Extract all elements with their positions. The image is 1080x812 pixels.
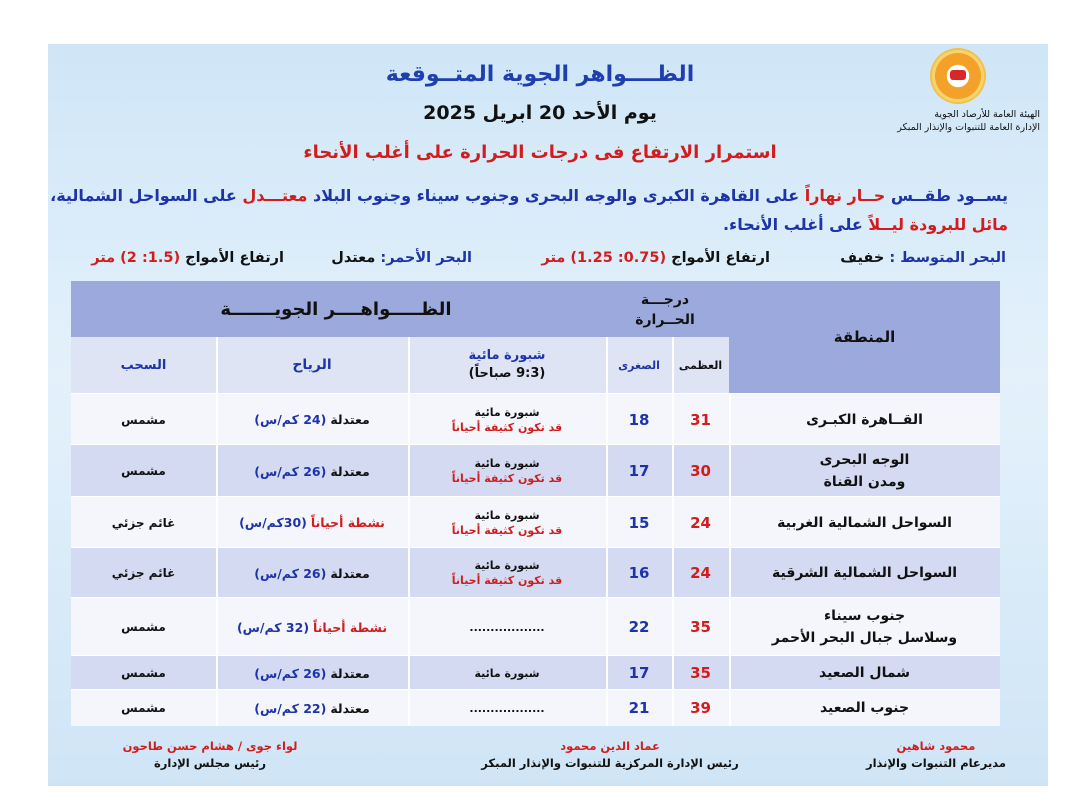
wind-cell bbox=[216, 445, 408, 497]
table-row bbox=[71, 496, 1000, 548]
divider bbox=[729, 598, 731, 656]
intro-part-5: على السواحل الشمالية، bbox=[50, 186, 237, 205]
fog-note: قد تكون كثيفة أحياناً bbox=[451, 472, 563, 485]
region-name: السواحل الشمالية الشرقية bbox=[772, 565, 958, 581]
cloud-cell: مشمس bbox=[121, 412, 166, 427]
temperature-header-1: درجـــة bbox=[640, 292, 690, 308]
max-col-header: العظمى bbox=[678, 358, 723, 372]
divider bbox=[216, 445, 218, 497]
table-row bbox=[71, 655, 1000, 690]
region-name-2: وسلاسل جبال البحر الأحمر bbox=[771, 630, 958, 646]
cloud-cell: مشمس bbox=[121, 701, 166, 715]
divider bbox=[408, 497, 410, 548]
table-row bbox=[71, 689, 1000, 726]
divider bbox=[408, 656, 410, 690]
bulletin-date: يوم الأحد 20 ابريل 2025 bbox=[423, 102, 657, 124]
min-col-header: الصغرى bbox=[618, 358, 660, 372]
intro-part-3: على القاهرة الكبرى والوجه البحرى وجنوب سيناء وجنوب البلاد bbox=[312, 186, 800, 205]
red-sea-state: معتدل bbox=[331, 250, 376, 266]
red-wave-label: ارتفاع الأمواج bbox=[185, 250, 284, 266]
divider bbox=[408, 337, 410, 393]
region-name: شمال الصعيد bbox=[819, 665, 910, 681]
divider bbox=[729, 497, 731, 548]
wind-description: نشطة أحياناً bbox=[310, 515, 385, 530]
wind-speed: (26 كم/س) bbox=[254, 463, 327, 479]
divider bbox=[729, 690, 731, 726]
min-temp: 18 bbox=[628, 410, 650, 429]
wind-speed: (26 كم/س) bbox=[254, 565, 327, 581]
org-line2: الإدارة العامة للتنبوات والإنذار المبكر bbox=[897, 122, 1040, 133]
wind-description: معتدلة bbox=[330, 700, 370, 716]
divider bbox=[729, 445, 731, 497]
wind-description: معتدلة bbox=[330, 412, 370, 427]
organization-name bbox=[897, 108, 1040, 134]
divider bbox=[216, 598, 218, 656]
fog-col-header bbox=[408, 337, 606, 393]
divider bbox=[672, 548, 674, 598]
phenomena-header: الظـــــواهــــر الجويـــــــة bbox=[220, 298, 452, 320]
fog-cell bbox=[408, 497, 606, 548]
fog-cell bbox=[408, 394, 606, 445]
cloud-cell: مشمس bbox=[121, 464, 166, 478]
divider bbox=[672, 337, 674, 393]
min-temp: 17 bbox=[628, 664, 650, 682]
table-row bbox=[71, 547, 1000, 598]
fog-text: شبورة مائية bbox=[474, 559, 540, 572]
max-temp: 30 bbox=[690, 462, 711, 480]
signature-2-name: عماد الدين محمود bbox=[560, 739, 660, 753]
intro-part-1: يســود طقــس bbox=[890, 186, 1008, 205]
region-name: الوجه البحرى bbox=[819, 452, 910, 468]
wind-cell bbox=[216, 656, 408, 690]
signature-3 bbox=[110, 738, 310, 772]
wind-speed: (24 كم/س) bbox=[254, 412, 327, 427]
signature-2-position: رئيس الإدارة المركزية للتنبوات والإنذار المبكر bbox=[481, 756, 739, 770]
region-cell bbox=[729, 690, 1000, 726]
divider bbox=[408, 445, 410, 497]
fog-cell bbox=[408, 690, 606, 726]
min-temp: 17 bbox=[628, 462, 650, 480]
table-row bbox=[71, 444, 1000, 497]
fog-cell bbox=[408, 656, 606, 690]
region-cell bbox=[729, 394, 1000, 445]
fog-text: .................. bbox=[469, 620, 545, 634]
divider bbox=[216, 394, 218, 445]
divider bbox=[216, 548, 218, 598]
divider bbox=[672, 394, 674, 445]
region-name: السواحل الشمالية الغربية bbox=[777, 514, 952, 531]
red-wave-value: (1.5: 2) متر bbox=[91, 250, 181, 266]
region-header: المنطقة bbox=[833, 328, 896, 346]
divider bbox=[408, 598, 410, 656]
region-name: جنوب سيناء bbox=[823, 608, 906, 624]
divider bbox=[672, 497, 674, 548]
wind-cell bbox=[216, 497, 408, 548]
divider bbox=[606, 548, 608, 598]
divider bbox=[672, 445, 674, 497]
intro-part-6: مائل للبرودة ليــلاً bbox=[868, 215, 1008, 234]
wind-speed: (26 كم/س) bbox=[254, 665, 327, 681]
fog-col-header-1: شبورة مائية bbox=[468, 348, 546, 363]
divider bbox=[408, 690, 410, 726]
region-cell bbox=[729, 497, 1000, 548]
fog-note: قد تكون كثيفة أحياناً bbox=[451, 574, 563, 587]
max-temp: 35 bbox=[690, 618, 711, 636]
med-sea-state: خفيف bbox=[840, 250, 885, 266]
divider bbox=[606, 394, 608, 445]
table-row bbox=[71, 597, 1000, 656]
intro-part-2: حــار نهاراً bbox=[804, 186, 886, 205]
region-cell bbox=[729, 656, 1000, 690]
min-temp: 21 bbox=[628, 699, 650, 717]
red-sea-label bbox=[331, 250, 472, 266]
signature-1-position: مديرعام التنبوات والإنذار bbox=[865, 756, 1007, 770]
fog-text: .................. bbox=[469, 701, 545, 715]
fog-cell bbox=[408, 445, 606, 497]
divider bbox=[216, 497, 218, 548]
divider bbox=[606, 598, 608, 656]
wind-description: معتدلة bbox=[330, 463, 370, 479]
wind-cell bbox=[216, 548, 408, 598]
signature-3-name: لواء جوى / هشام حسن طاحون bbox=[122, 739, 298, 753]
region-cell bbox=[729, 598, 1000, 656]
divider bbox=[606, 445, 608, 497]
region-cell bbox=[729, 548, 1000, 598]
region-name-2: ومدن القناة bbox=[823, 474, 906, 490]
divider bbox=[408, 394, 410, 445]
intro-line-1 bbox=[48, 186, 1008, 205]
bulletin-headline: استمرار الارتفاع فى درجات الحرارة على أغلب الأنحاء bbox=[303, 142, 777, 163]
wind-col-header: الرياح bbox=[292, 357, 332, 373]
region-name: القــاهرة الكبـرى bbox=[806, 411, 923, 428]
fog-text: شبورة مائية bbox=[474, 666, 540, 680]
med-wave-value: (0.75: 1.25) متر bbox=[541, 250, 667, 266]
table-row bbox=[71, 393, 1000, 445]
divider bbox=[216, 656, 218, 690]
meteorological-authority-logo bbox=[932, 50, 984, 102]
fog-text: شبورة مائية bbox=[474, 405, 540, 419]
org-line1: الهيئة العامة للأرصاد الجوية bbox=[934, 109, 1040, 120]
divider bbox=[216, 690, 218, 726]
signature-3-position: رئيس مجلس الإدارة bbox=[153, 756, 266, 770]
max-temp: 24 bbox=[690, 513, 711, 532]
divider bbox=[729, 656, 731, 690]
divider bbox=[606, 497, 608, 548]
wind-speed: (22 كم/س) bbox=[254, 700, 327, 716]
wind-cell bbox=[216, 394, 408, 445]
min-temp: 22 bbox=[628, 618, 650, 636]
divider bbox=[672, 690, 674, 726]
min-temp: 15 bbox=[628, 513, 650, 532]
med-wave-label: ارتفاع الأمواج bbox=[671, 250, 770, 266]
intro-line-2 bbox=[48, 215, 1008, 234]
divider bbox=[672, 656, 674, 690]
divider bbox=[672, 598, 674, 656]
max-temp: 35 bbox=[690, 664, 711, 682]
signature-1-name: محمود شاهين bbox=[896, 739, 976, 753]
wind-cell bbox=[216, 598, 408, 656]
max-temp: 24 bbox=[690, 564, 711, 582]
divider bbox=[606, 656, 608, 690]
red-sea-waves bbox=[91, 250, 284, 266]
intro-part-7: على أغلب الأنحاء. bbox=[722, 215, 863, 234]
min-temp: 16 bbox=[628, 564, 650, 582]
signature-2 bbox=[460, 738, 760, 772]
fog-text: شبورة مائية bbox=[474, 457, 540, 470]
intro-part-4: معتـــدل bbox=[242, 186, 308, 205]
divider bbox=[606, 690, 608, 726]
divider bbox=[408, 548, 410, 598]
clouds-col-header: السحب bbox=[120, 357, 167, 373]
fog-cell bbox=[408, 548, 606, 598]
temperature-header-2: الحــرارة bbox=[635, 312, 695, 328]
max-temp: 31 bbox=[690, 410, 711, 429]
signature-1 bbox=[836, 738, 1036, 772]
cloud-cell: مشمس bbox=[121, 620, 166, 634]
med-sea-name: البحر المتوسط : bbox=[889, 250, 1006, 266]
wind-description: معتدلة bbox=[330, 565, 370, 581]
cloud-cell: غائم جزئي bbox=[111, 515, 176, 530]
region-name: جنوب الصعيد bbox=[819, 700, 910, 716]
wind-description: معتدلة bbox=[330, 665, 370, 681]
divider bbox=[216, 337, 218, 393]
fog-cell bbox=[408, 598, 606, 656]
wind-description: نشطة أحياناً bbox=[313, 619, 388, 635]
wind-speed: (32 كم/س) bbox=[236, 619, 310, 635]
divider bbox=[729, 394, 731, 445]
cloud-cell: غائم جزئي bbox=[111, 566, 176, 580]
med-sea-label bbox=[840, 250, 1006, 266]
fog-col-header-2: (9:3 صباحاً) bbox=[468, 366, 546, 381]
divider bbox=[729, 548, 731, 598]
wind-speed: (30كم/س) bbox=[239, 515, 307, 530]
red-sea-name: البحر الأحمر: bbox=[380, 250, 472, 266]
temperature-header bbox=[601, 285, 729, 335]
divider bbox=[606, 337, 608, 393]
bulletin-title: الظــــواهر الجوية المتــوقعة bbox=[385, 62, 695, 87]
med-sea-waves bbox=[541, 250, 770, 266]
fog-note: قد تكون كثيفة أحياناً bbox=[451, 420, 563, 434]
region-cell bbox=[729, 445, 1000, 497]
wind-cell bbox=[216, 690, 408, 726]
max-temp: 39 bbox=[690, 699, 711, 717]
fog-note: قد تكون كثيفة أحياناً bbox=[451, 523, 563, 537]
fog-text: شبورة مائية bbox=[474, 508, 540, 522]
cloud-cell: مشمس bbox=[121, 666, 166, 680]
